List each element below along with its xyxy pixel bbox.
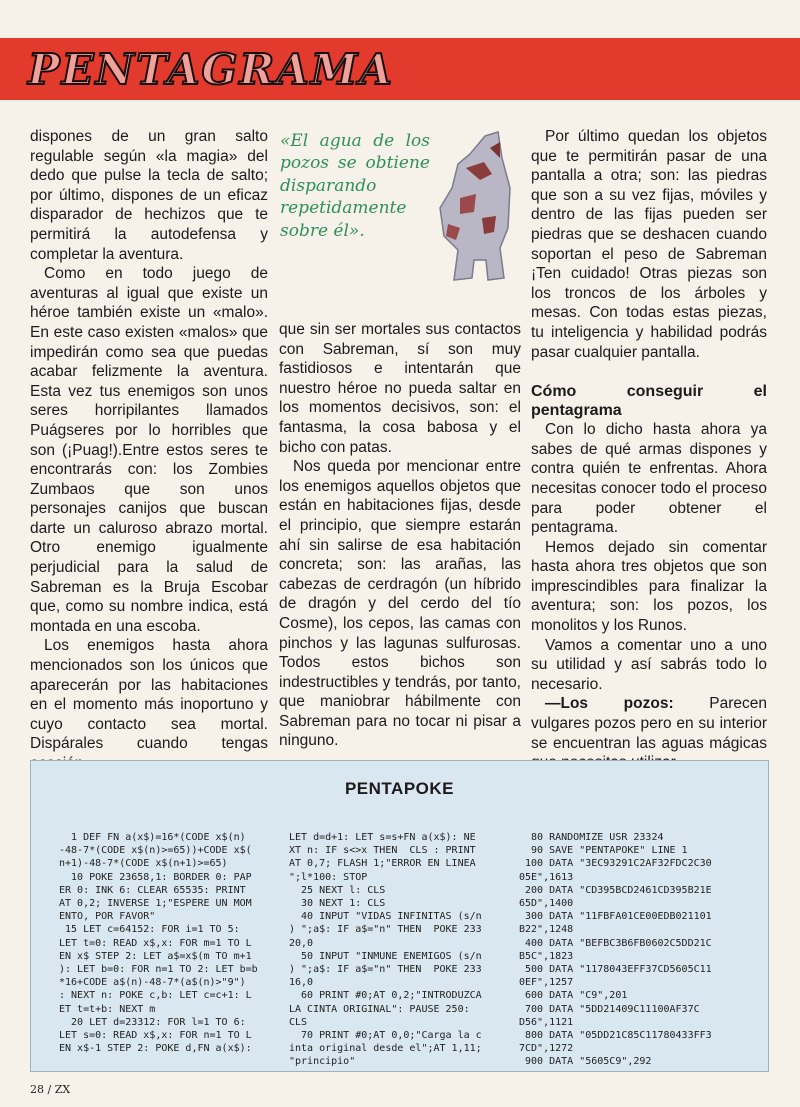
text-column-1 bbox=[30, 127, 268, 793]
sabreman-illustration bbox=[430, 128, 520, 288]
code-column-3: 80 RANDOMIZE USR 23324 90 SAVE "PENTAPOKE" LINE 1 100 DATA "3EC93291C2AF32FDC2C30 05E",1613 200 DATA "CD395BCD2461CD395B21E 65D",1400 300 DATA "11FBFA01CE00EDB021101 B22",1248 400 DATA "BEFBC3B6FB0602C5DD21C B5C",1823 500 DATA "1178043EFF37CD5605C11 0EF",1257 600 DATA "C9",201 700 DATA "5DD21409C11100AF37C D56",1121 800 DATA "05DD21C85C11780433FF3 7CD",1272 900 DATA "5605C9",292 bbox=[519, 832, 712, 1068]
paragraph: dispones de un gran salto regulable según «la magia» del dedo que pulse la tecla de salto; por último, dispones de un eficaz disparador de hechizos que te permitirá la autodefensa y completar la aventura. bbox=[30, 128, 268, 263]
page-title: PENTAGRAMA bbox=[28, 45, 394, 94]
paragraph-text: Parecen vulgares pozos pero en su interior se encuentran las aguas mágicas bbox=[531, 695, 767, 752]
program-listing-box bbox=[30, 760, 769, 1072]
code-column-2: LET d=d+1: LET s=s+FN a(x$): NE XT n: IF s<>x THEN CLS : PRINT AT 0,7; FLASH 1;"ERROR EN LINEA ";l*100: STOP 25 NEXT l: CLS 30 NEXT 1: CLS 40 INPUT "VIDAS INFINITAS (s/n ) ";a$: IF a$="n" THEN POKE 233 20,0 50 INPUT "INMUNE ENEMIGOS (s/n ) ";a$: IF a$="n" THEN POKE 233 16,0 60 PRINT #0;AT 0,2;"INTRODUZCA LA CINTA ORIGINAL": PAUSE 250: CLS 70 PRINT #0;AT 0,0;"Carga la c inta original desde el";AT 1,11; "principio" bbox=[289, 832, 482, 1068]
text-column-2 bbox=[279, 320, 521, 751]
section-heading: Cómo conseguir el pentagrama bbox=[531, 383, 767, 420]
paragraph: Nos queda por mencionar entre los enemigos aquellos objetos que están en habitaciones fijas, desde el principio, que siempre estarán ahí sin salirse de esa habitación concreta; son: las arañas, las cabezas de cerdragón (un híbrido de dragón y del cerdo del tío Cosme), los cepos, las camas con pinchos y las lagunas sulfurosas. Todos estos bichos son indestructibles y tendrás, por tanto, que maniobrar hábilmente con Sabreman para no tocar ni pisar a ninguno. bbox=[279, 458, 521, 750]
text-column-3 bbox=[531, 127, 767, 773]
spacer bbox=[531, 362, 767, 382]
paragraph: que sin ser mortales sus contactos con Sabreman, sí son muy fastidiosos e intentarán que nuestro héroe no pueda saltar en los momentos decisivos, son: el fantasma, la cosa babosa y el bicho con patas. bbox=[279, 321, 521, 456]
paragraph: Los enemigos hasta ahora mencionados son los únicos que aparecerán por las habitaciones en el momento más inoportuno y cuyo contacto sea mortal. Dispárales cuando tengas bbox=[30, 637, 268, 753]
page-folio: 28 / ZX bbox=[30, 1083, 71, 1096]
paragraph: Como en todo juego de aventuras al igual que existe un héroe también existe un «malo». En este caso existen «malos» que impedirán como sea que puedas acabar felizmente la aventura. Esta vez tus enemigos son unos seres horripilantes llamados Puágseres por lo horribles que son (¡Puag!).Entre estos seres te encontrarás con: los Zombies Zumbaos que son unos personajes canijos que buscan darte un caluroso abrazo mortal. Otro enemigo igualmente perjudicial para la salud de Sabreman es la Bruja Escobar que, como su nombre indica, está montada en una escoba. bbox=[30, 265, 268, 635]
code-column-1: 1 DEF FN a(x$)=16*(CODE x$(n) -48-7*(CODE x$(n)>=65))+CODE x$( n+1)-48-7*(CODE x$(n+1)>=65) 10 POKE 23658,1: BORDER 0: PAP ER 0: INK 6: CLEAR 65535: PRINT AT 0,2; INVERSE 1;"ESPERE UN MOM ENTO, POR FAVOR" 15 LET c=64152: FOR i=1 TO 5: LET t=0: READ x$,x: FOR m=1 TO L EN x$ STEP 2: LET a$=x$(m TO m+1 ): LET b=0: FOR n=1 TO 2: LET b=b *16+CODE a$(n)-48-7*(a$(n)>"9") : NEXT n: POKE c,b: LET c=c+1: L ET t=t+b: NEXT m 20 LET d=23312: FOR l=1 TO 6: LET s=0: READ x$,x: FOR n=1 TO L EN x$-1 STEP 2: POKE d,FN a(x$): bbox=[59, 832, 258, 1055]
paragraph: Con lo dicho hasta ahora ya sabes de qué armas dispones y contra quién te enfrentas. Ahora necesitas conocer todo el proceso para poder obtener el pentagrama. bbox=[531, 421, 767, 537]
paragraph-lead: —Los pozos: bbox=[545, 695, 674, 713]
listing-title: PENTAPOKE bbox=[344, 779, 455, 798]
pull-quote: «El agua de los pozos se obtiene disparando repetidamente sobre él». bbox=[280, 131, 430, 241]
paragraph: Por último quedan los objetos que te permitirán pasar de una pantalla a otra; son: las piedras que son a su vez fijas, móviles y dentro de las fijas pueden ser piedras que se deshacen cuando soportan el peso de Sabreman ¡Ten cuidado! Otras piezas son los troncos de los árboles y mesas. Con todas estas piezas, tu inteligencia y habilidad podrás pasar cualquier pantalla. bbox=[531, 128, 767, 361]
paragraph: Hemos dejado sin comentar hasta ahora tres objetos que son imprescindibles para finalizar la aventura; son: los pozos, los monolitos y los Runos. bbox=[531, 538, 767, 635]
paragraph: Vamos a comentar uno a uno su utilidad y así sabrás todo lo necesario. bbox=[531, 636, 767, 693]
